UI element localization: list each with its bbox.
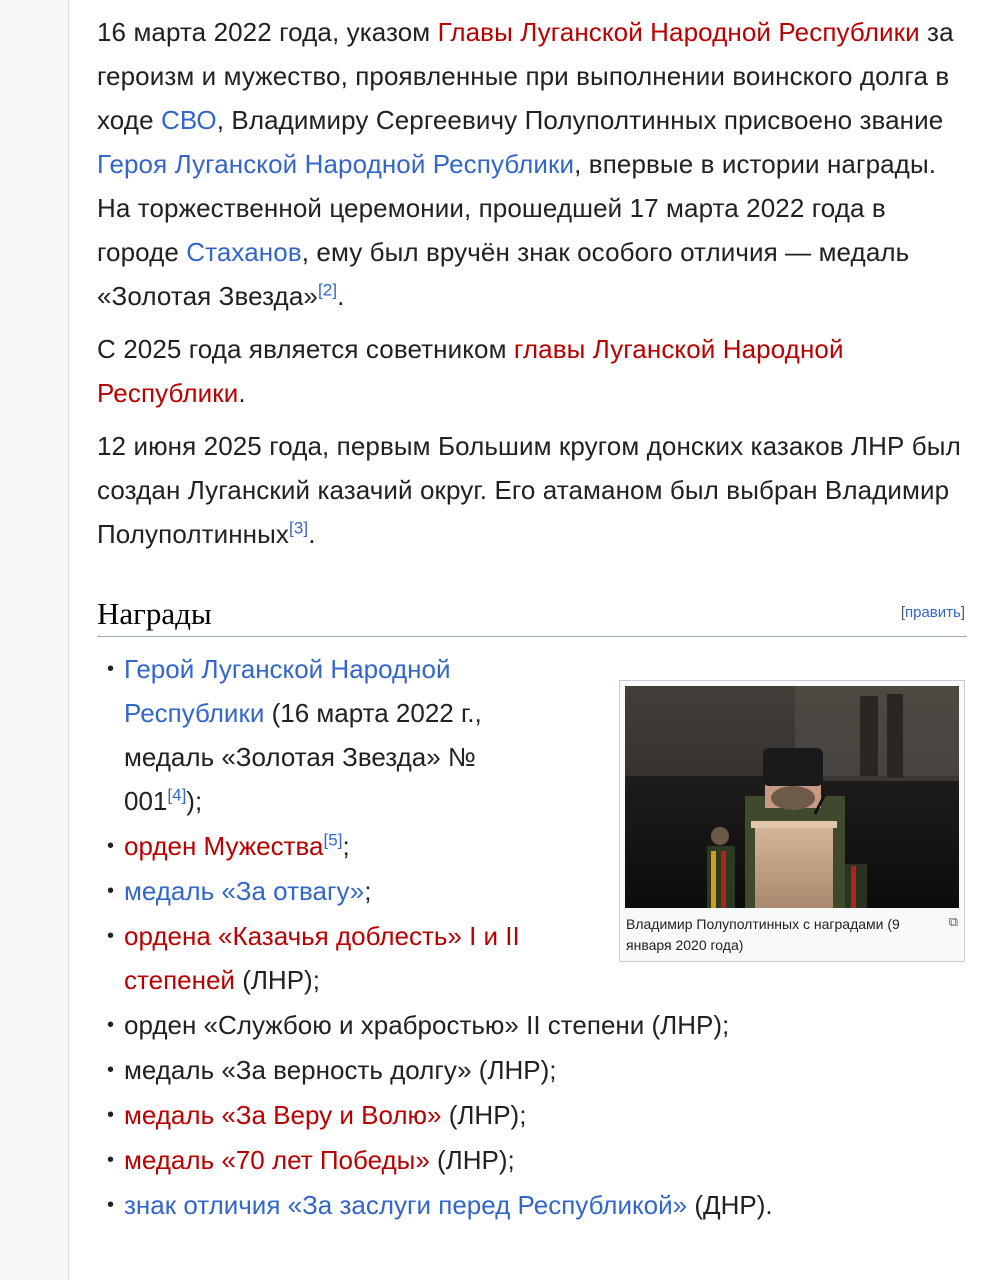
- list-item: [97, 824, 564, 868]
- award-text: орден «Службою и храбростью» II степени (ЛНР);: [124, 1010, 730, 1040]
- list-item: [97, 914, 564, 1002]
- list-item: [97, 1138, 967, 1182]
- award-text: (ДНР).: [687, 1190, 773, 1220]
- list-item: [97, 1003, 967, 1047]
- list-item: [97, 647, 524, 823]
- list-item: [97, 1048, 967, 1092]
- section-header-awards: [97, 584, 967, 637]
- paragraph-advisor: [97, 327, 967, 415]
- award-link[interactable]: орден Мужества: [124, 831, 324, 861]
- article-content: [68, 0, 992, 1280]
- award-text: );: [186, 786, 203, 816]
- bullet-icon: •: [107, 925, 115, 947]
- award-link[interactable]: знак отличия «За заслуги перед Республикой»: [124, 1190, 688, 1220]
- award-text: ;: [364, 876, 372, 906]
- paragraph-text: , впервые в истории награды. На торжественной церемонии, прошедшей 17 марта 2022 года в городе: [97, 149, 937, 267]
- link-head-of-lnr-2[interactable]: главы Луганской Народной Республики: [97, 334, 844, 408]
- edit-section-link[interactable]: править: [904, 604, 961, 621]
- award-link[interactable]: медаль «За Веру и Волю»: [124, 1100, 442, 1130]
- bullet-icon: •: [107, 658, 115, 680]
- paragraph-hero-award: [97, 10, 967, 318]
- bullet-icon: •: [107, 1059, 115, 1081]
- link-hero-of-lnr[interactable]: Героя Луганской Народной Республики: [97, 149, 575, 179]
- section-title: Награды: [97, 596, 212, 631]
- link-stakhanov[interactable]: Стаханов: [186, 237, 302, 267]
- paragraph-text: , Владимиру Сергеевичу Полуполтинных присвоено звание: [216, 105, 944, 135]
- award-text: ;: [342, 831, 350, 861]
- list-item: [97, 1183, 967, 1227]
- paragraph-cossack-district: [97, 424, 967, 556]
- edit-bracket: [: [900, 604, 905, 621]
- reference-4[interactable]: [4]: [167, 785, 187, 805]
- award-link[interactable]: ордена «Казачья доблесть» I и II степеней: [124, 921, 520, 995]
- award-link[interactable]: Герой Луганской Народной Республики: [124, 654, 451, 728]
- award-text: (ЛНР);: [234, 965, 320, 995]
- link-head-of-lnr[interactable]: Главы Луганской Народной Республики: [437, 17, 920, 47]
- paragraph-text: , ему был вручён знак особого отличия — медаль «Золотая Звезда»: [97, 237, 910, 311]
- list-item: [97, 1093, 967, 1137]
- article-body: [97, 10, 967, 1228]
- paragraph-text: 12 июня 2025 года, первым Большим кругом донских казаков ЛНР был создан Луганский казачий округ. Его атаманом был выбран Владимир Полуполтинных: [97, 431, 961, 549]
- award-text: медаль «За верность долгу» (ЛНР);: [124, 1055, 557, 1085]
- bullet-icon: •: [107, 1014, 115, 1036]
- bullet-icon: •: [107, 1149, 115, 1171]
- bullet-icon: •: [107, 1104, 115, 1126]
- paragraph-text: .: [308, 519, 316, 549]
- award-text: (ЛНР);: [429, 1145, 515, 1175]
- paragraph-text: .: [238, 378, 246, 408]
- edit-section: [901, 604, 965, 621]
- figure-thumbnail: [619, 680, 965, 962]
- paragraph-text: за героизм и мужество, проявленные при выполнении воинского долга в ходе: [97, 17, 954, 135]
- award-text: (16 марта 2022 г., медаль «Золотая Звезда» № 001: [124, 698, 482, 816]
- award-link[interactable]: медаль «За отвагу»: [124, 876, 365, 906]
- link-svo[interactable]: СВО: [160, 105, 217, 135]
- portrait-photo[interactable]: [625, 686, 959, 908]
- list-item: [97, 869, 564, 913]
- reference-5[interactable]: [5]: [323, 830, 343, 850]
- paragraph-text: .: [337, 281, 345, 311]
- reference-3[interactable]: [3]: [289, 518, 309, 538]
- figure-caption: Владимир Полуполтинных с наградами (9 января 2020 года): [626, 916, 900, 953]
- magnify-icon[interactable]: ⧉: [948, 914, 958, 929]
- bullet-icon: •: [107, 1194, 115, 1216]
- edit-bracket: ]: [960, 604, 965, 621]
- photo-illustration: [625, 686, 959, 908]
- paragraph-text: С 2025 года является советником: [97, 334, 514, 364]
- award-text: (ЛНР);: [441, 1100, 527, 1130]
- bullet-icon: •: [107, 880, 115, 902]
- paragraph-text: 16 марта 2022 года, указом: [97, 17, 438, 47]
- bullet-icon: •: [107, 835, 115, 857]
- reference-2[interactable]: [2]: [317, 280, 338, 300]
- award-link[interactable]: медаль «70 лет Победы»: [124, 1145, 430, 1175]
